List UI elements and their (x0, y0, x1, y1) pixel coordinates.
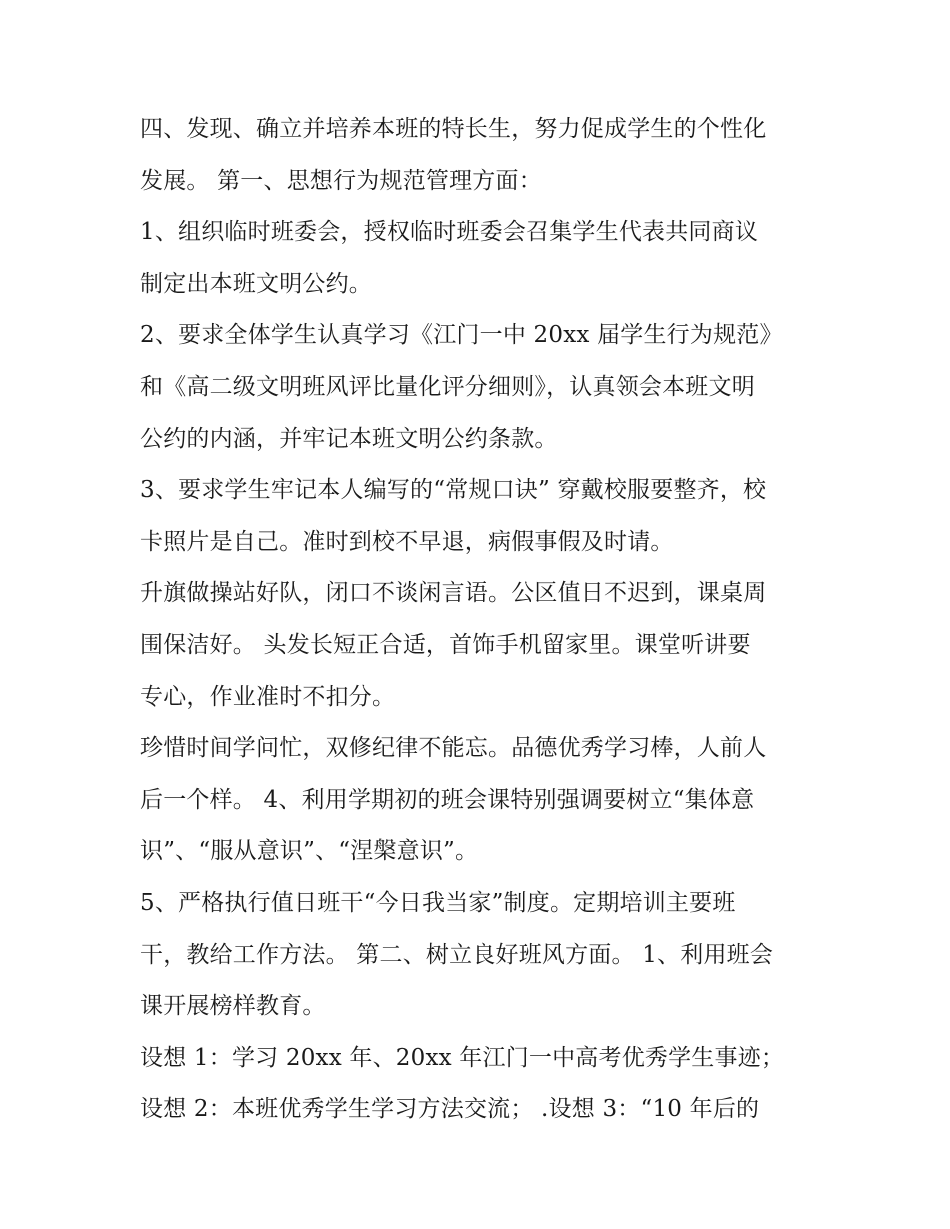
text-line: 后一个样。 4、利用学期初的班会课特别强调要树立“集体意 (140, 786, 755, 813)
text-line: 3、要求学生牢记本人编写的“常规口诀” 穿戴校服要整齐，校 (140, 477, 767, 504)
text-line: 设想 2：本班优秀学生学习方法交流； .设想 3：“10 年后的 (140, 1096, 760, 1123)
text-line: 课开展榜样教育。 (140, 993, 326, 1020)
text-line: 珍惜时间学问忙，双修纪律不能忘。品德优秀学习棒，人前人 (140, 735, 767, 762)
text-line: 专心，作业准时不扣分。 (140, 683, 396, 710)
text-line: 升旗做操站好队，闭口不谈闲言语。公区值日不迟到，课桌周 (140, 580, 767, 607)
text-line: 卡照片是自己。准时到校不早退，病假事假及时请。 (140, 528, 674, 555)
document-body (140, 104, 830, 1136)
text-line: 2、要求全体学生认真学习《江门一中 20xx 届学生行为规范》 (140, 322, 783, 349)
text-line: 公约的内涵，并牢记本班文明公约条款。 (140, 425, 558, 452)
text-line: 识”、“服从意识”、“涅槃意识”。 (140, 838, 479, 865)
text-line: 干，教给工作方法。 第二、树立良好班风方面。 1、利用班会 (140, 941, 774, 968)
text-line: 5、严格执行值日班干“今日我当家”制度。定期培训主要班 (140, 889, 736, 916)
text-line: 发展。 第一、思想行为规范管理方面： (140, 167, 542, 194)
text-line: 设想 1：学习 20xx 年、20xx 年江门一中高考优秀学生事迹； (140, 1044, 785, 1071)
text-line: 1、组织临时班委会，授权临时班委会召集学生代表共同商议 (140, 219, 759, 246)
text-line: 和《高二级文明班风评比量化评分细则》，认真领会本班文明 (140, 373, 755, 400)
text-line: 四、发现、确立并培养本班的特长生，努力促成学生的个性化 (140, 116, 767, 142)
text-line: 制定出本班文明公约。 (140, 270, 372, 297)
text-line: 围保洁好。 头发长短正合适，首饰手机留家里。课堂听讲要 (140, 631, 751, 658)
